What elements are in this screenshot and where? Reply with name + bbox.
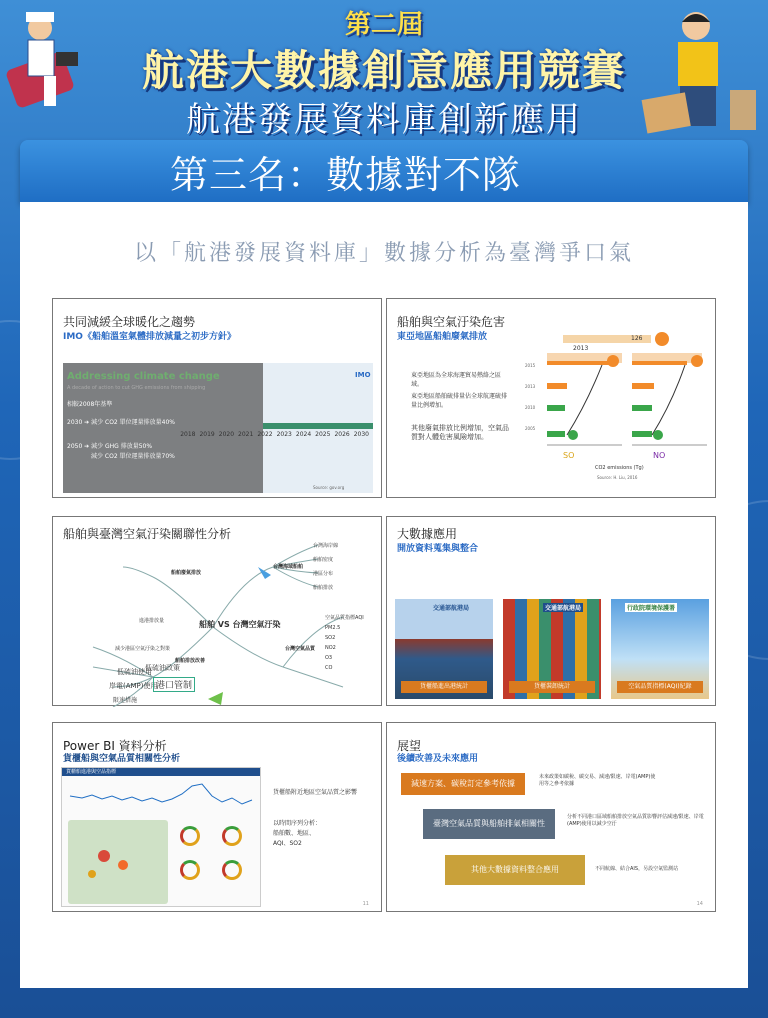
slide-title: 大數據應用 — [397, 527, 458, 541]
target-2030: 2030 ➔ 減少 CO2 單位運量排放量40% — [67, 419, 175, 426]
outlook-box-2: 臺灣空氣品質與船舶排氣相關性 — [423, 809, 555, 839]
image-credit: Source: gov.org — [313, 485, 345, 490]
imo-logo: IMO — [355, 371, 371, 379]
left-item: 進港排放量 — [139, 618, 165, 624]
slide-correlation-mindmap — [52, 516, 382, 706]
left-item: 限速措施 — [113, 697, 138, 704]
slide-climate-trend — [52, 298, 382, 498]
outlook-note-2: 分析不同港口區域船舶排放空氣品質影響評估減速/限速、岸電(AMP)使用以減少空汙 — [567, 814, 704, 827]
outlook-box-3: 其他大數據資料整合應用 — [445, 855, 585, 885]
slide-subtitle: 貨櫃船與空氣品質相關性分析 — [63, 754, 181, 764]
node-right2: 台灣空氣品質 — [285, 646, 316, 652]
target-2050: 2050 ➔ 減少 GHG 排放量50% — [67, 443, 153, 450]
chart-years: 2015 2013 2010 2005 — [525, 363, 536, 431]
node-right: 台灣海域船舶 — [273, 564, 304, 570]
baseline-text: 相較2008年基準 — [67, 401, 113, 408]
note-analysis: 以時間序列分析： 船舶數、地區、 AQI、SO2 — [273, 820, 322, 847]
dashboard-linechart — [62, 776, 260, 816]
photo-label: 空氣品質指標(AQI)紀錄 — [617, 681, 703, 693]
chart-xlabel: CO2 emissions (Tg) — [595, 465, 644, 471]
slide-title: 船舶與空氣汙染危害 — [397, 315, 506, 329]
no-label: NO — [653, 451, 666, 460]
emissions-chart — [537, 353, 712, 461]
slide-title: 船舶與臺灣空氣汙染關聯性分析 — [63, 527, 232, 541]
page-number: 11 — [362, 901, 369, 907]
outlook-note-1: 未來政策如碳稅、碳交易、減速/限速、岸電(AMP)使用等之參考依據 — [539, 774, 656, 787]
slide-power-bi — [52, 722, 382, 912]
photo-sky: 行政院環境保護署 空氣品質指標(AQI)紀錄 — [611, 599, 709, 699]
dashboard-title: 貨櫃船進港與空品指標 — [62, 768, 260, 776]
slide-subtitle: 東亞地區船舶廢氣排放 — [397, 332, 488, 342]
header — [0, 0, 768, 140]
target-2050-co2: 減少 CO2 單位運量排放量70% — [91, 453, 175, 460]
timeline-years: 2018 2019 2020 2021 2022 2023 2024 2025 2026 2030 — [180, 431, 369, 438]
competition-title: 航港大數據創意應用競賽 — [141, 46, 626, 95]
content-sheet — [20, 202, 748, 988]
slide-title: 展望 — [397, 739, 422, 753]
chart-top-bar: 2013 — [563, 335, 651, 343]
photo-label: 貨櫃船進出港統計 — [401, 681, 487, 693]
note-impact: 貨櫃船附近地區空氣品質之影響 — [273, 789, 358, 796]
chart-top-value: 126 — [631, 335, 643, 342]
left-item: 減少港區空氣汙染之對策 — [115, 646, 171, 652]
mindmap-center: 船舶 VS 台灣空氣汙染 — [199, 620, 281, 629]
outlook-note-3: 不同航線、結合AIS，另設空氣監測站 — [595, 866, 679, 872]
node-left1: 船舶廢氣排放 — [171, 570, 202, 576]
bi-dashboard — [61, 767, 261, 907]
image-subtitle: A decade of action to cut GHG emissions from shipping — [67, 385, 206, 391]
left-item: 岸電(AMP)使用 — [109, 682, 158, 690]
slide-air-pollution — [386, 298, 716, 498]
node-left2: 船舶排放改善 — [175, 658, 206, 664]
photo-containers: 交通部航港局 貨櫃裝卸統計 — [503, 599, 601, 699]
left-item: 低硫油政策 — [145, 664, 180, 672]
dashboard-map — [68, 820, 168, 904]
award-banner — [20, 140, 748, 202]
slide-title: Power BI 資料分析 — [63, 739, 167, 753]
so-label: SO — [563, 451, 575, 460]
node-right-top: 台灣海岸線 船舶密度 港區分布 船舶排放 — [313, 543, 339, 591]
slide-subtitle: 後續改善及未來應用 — [397, 754, 479, 764]
outlook-box-1: 減速方案、碳稅訂定參考依據 — [401, 773, 525, 795]
slide-big-data — [386, 516, 716, 706]
left-item: 低硫油使用 — [117, 668, 152, 676]
page-subtitle: 以「航港發展資料庫」數據分析為臺灣爭口氣 — [133, 241, 634, 266]
slide-subtitle: 開放資料蒐集與整合 — [397, 544, 479, 554]
image-title: Addressing climate change — [67, 371, 220, 382]
imo-infographic — [63, 363, 373, 493]
page-number: 14 — [696, 901, 703, 907]
bullet-list: 東亞地區為全球海運貿易熱絡之區域。 東亞地區船舶硫排量佔全球航運硫排量比例增加。 其他廢氣排放比例增加，空氣品質對人體危害風險增加。 — [411, 372, 509, 441]
edition-label: 第二屆 — [344, 10, 423, 40]
photo-ship: 交通部航港局 貨櫃船進出港統計 — [395, 599, 493, 699]
award-title: 第三名：數據對不隊 — [170, 153, 522, 197]
slide-subtitle: IMO《船舶溫室氣體排放減量之初步方針》 — [63, 332, 236, 342]
chart-source: Source: H. Liu, 2016 — [597, 475, 638, 480]
slide-outlook — [386, 722, 716, 912]
theme-title: 航港發展資料庫創新應用 — [186, 100, 582, 140]
node-right-bottom: 空氣品質指標AQI PM2.5 SO2 NO2 O3 CO — [325, 615, 364, 671]
left-item-port-control: 港口管制 — [153, 677, 195, 692]
slide-title: 共同減緩全球暖化之趨勢 — [63, 315, 196, 329]
photo-label: 貨櫃裝卸統計 — [509, 681, 595, 693]
